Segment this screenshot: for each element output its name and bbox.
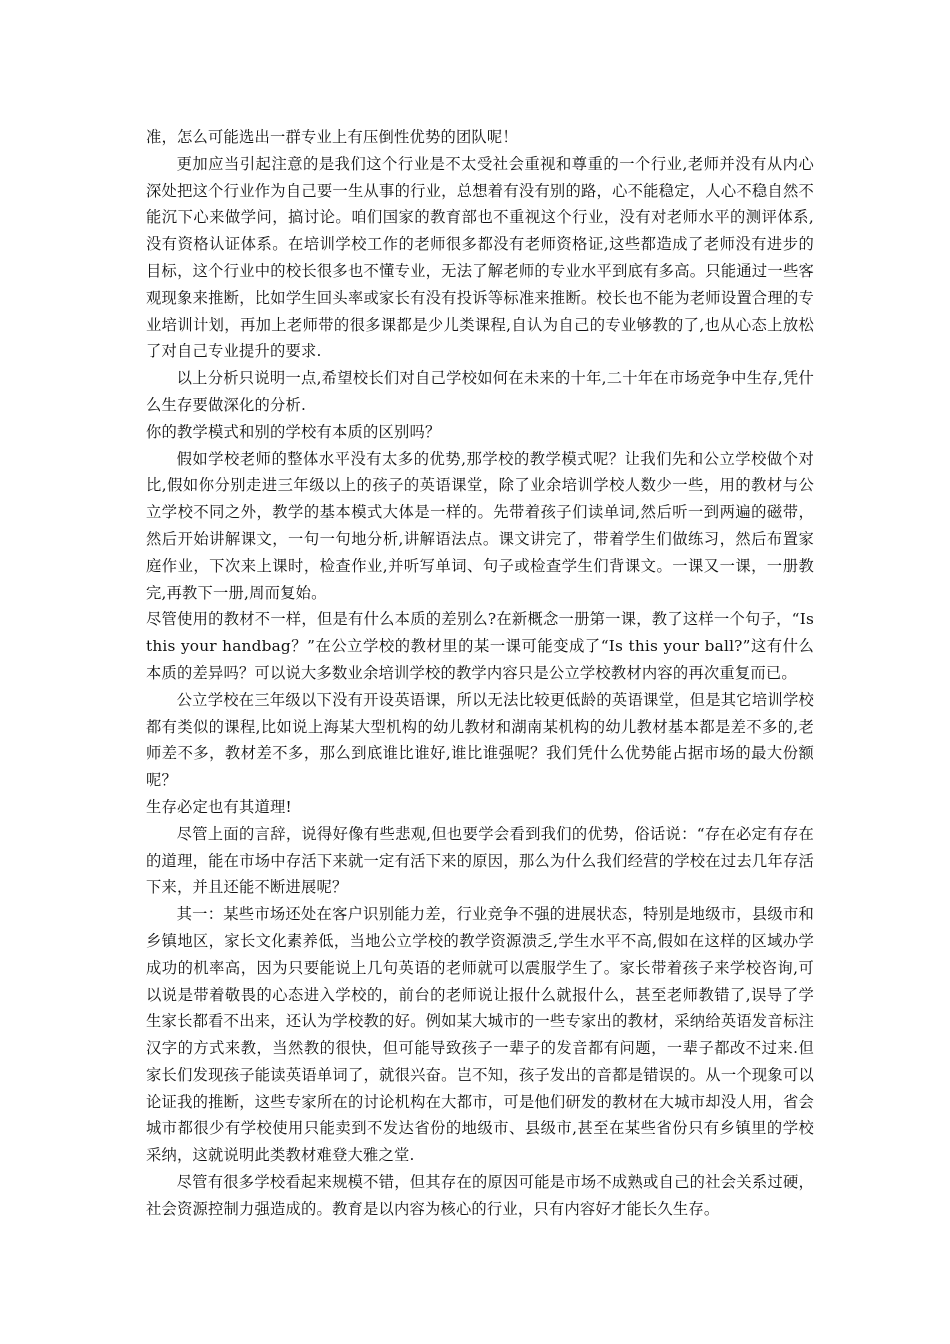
paragraph-2: 更加应当引起注意的是我们这个行业是不太受社会重视和尊重的一个行业,老师并没有从内心深处把这个行业作为自己要一生从事的行业，总想着有没有别的路，心不能稳定，人心不稳自然不能沉下心来做学问，搞讨论。咱们国家的教育部也不重视这个行业，没有对老师水平的测评体系,没有资格认证体系。在培训学校工作的老师很多都没有老师资格证,这些都造成了老师没有进步的目标，这个行业中的校长很多也不懂专业，无法了解老师的专业水平到底有多高。只能通过一些客观现象来推断，比如学生回头率或家长有没有投诉等标准来推断。校长也不能为老师设置合理的专业培训计划，再加上老师带的很多课都是少儿类课程,自认为自己的专业够教的了,也从心态上放松了对自己专业提升的要求. [146,154,814,361]
paragraph-1: 准，怎么可能选出一群专业上有压倒性优势的团队呢！ [146,128,518,146]
paragraph-5: 尽管使用的教材不一样，但是有什么本质的差别么?在新概念一册第一课，教了这样一个句子，“Is this your handbag？”在公立学校的教材里的某一课可能变成了“Is this your ball?”这有什么本质的差异吗？可以说大多数业余培训学校的教学内容只是公立学校教材内容的再次重复而已。 [146,610,814,682]
paragraph-9: 尽管有很多学校看起来规模不错，但其存在的原因可能是市场不成熟或自己的社会关系过硬，社会资源控制力强造成的。教育是以内容为核心的行业，只有内容好才能长久生存。 [146,1173,814,1218]
paragraph-7: 尽管上面的言辞，说得好像有些悲观,但也要学会看到我们的优势，俗话说：“存在必定有存在的道理，能在市场中存活下来就一定有活下来的原因，那么为什么我们经营的学校在过去几年存活下来，并且还能不断进展呢？ [146,824,814,897]
section-heading-survival: 生存必定也有其道理! [146,797,292,816]
section-heading-teaching-mode: 你的教学模式和别的学校有本质的区别吗？ [146,422,441,441]
paragraph-4: 假如学校老师的整体水平没有太多的优势,那学校的教学模式呢？让我们先和公立学校做个对比,假如你分别走进三年级以上的孩子的英语课堂，除了业余培训学校人数少一些，用的教材与公立学校不同之外，教学的基本模式大体是一样的。先带着孩子们读单词,然后听一到两遍的磁带，然后开始讲解课文，一句一句地分析,讲解语法点。课文讲完了，带着学生们做练习，然后布置家庭作业，下次来上课时，检查作业,并听写单词、句子或检查学生们背课文。一课又一课，一册教完,再教下一册,周而复始。 [146,449,814,602]
paragraph-8: 其一：某些市场还处在客户识别能力差，行业竞争不强的进展状态，特别是地级市，县级市和乡镇地区，家长文化素养低，当地公立学校的教学资源溃乏,学生水平不高,假如在这样的区域办学成功的机率高，因为只要能说上几句英语的老师就可以震服学生了。家长带着孩子来学校咨询,可以说是带着敬畏的心态进入学校的，前台的老师说让报什么就报什么，甚至老师教错了,误导了学生家长都看不出来，还认为学校教的好。例如某大城市的一些专家出的教材，采纳给英语发音标注汉字的方式来教，当然教的很快，但可能导致孩子一辈子的发音都有问题，一辈子都改不过来.但家长们发现孩子能读英语单词了，就很兴奋。岂不知，孩子发出的音都是错误的。从一个现象可以论证我的推断，这些专家所在的讨论机构在大都市，可是他们研发的教材在大城市却没人用，省会城市都很少有学校使用只能卖到不发达省份的地级市、县级市,甚至在某些省份只有乡镇里的学校采纳，这就说明此类教材难登大雅之堂. [146,905,814,1165]
document-page [146,124,814,1223]
paragraph-3: 以上分析只说明一点,希望校长们对自己学校如何在未来的十年,二十年在市场竞争中生存,凭什么生存要做深化的分析. [146,369,814,414]
paragraph-6: 公立学校在三年级以下没有开设英语课，所以无法比较更低龄的英语课堂，但是其它培训学校都有类似的课程,比如说上海某大型机构的幼儿教材和湖南某机构的幼儿教材基本都是差不多的,老师差不多，教材差不多，那么到底谁比谁好,谁比谁强呢？我们凭什么优势能占据市场的最大份额呢？ [146,690,814,790]
